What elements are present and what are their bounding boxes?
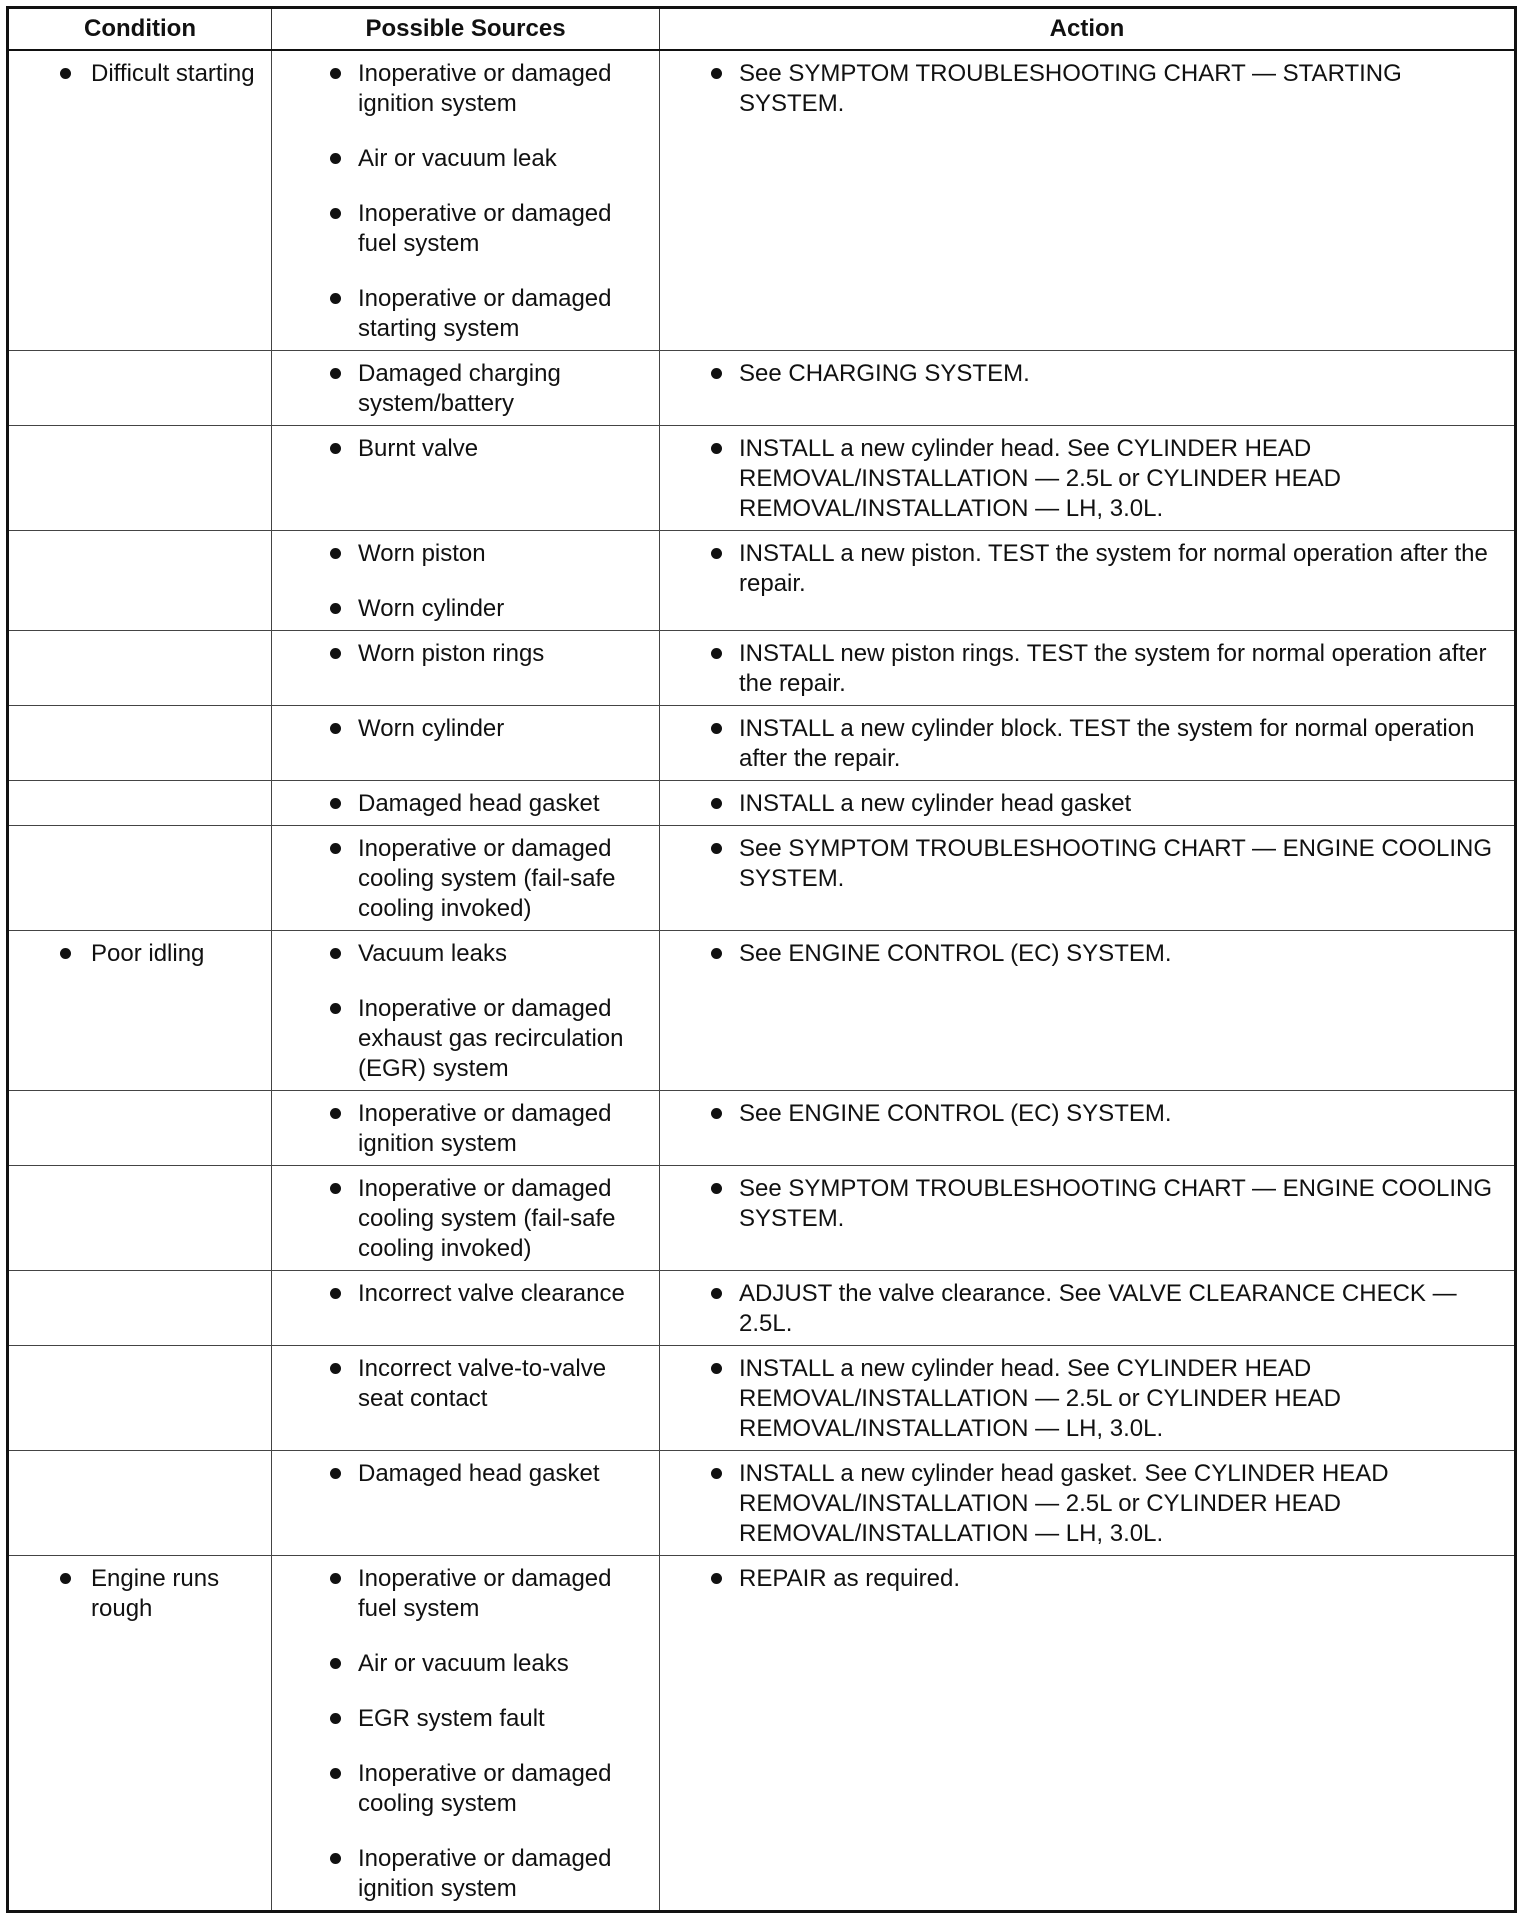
bullet-icon	[330, 843, 341, 854]
possible-sources-cell-list	[278, 539, 653, 624]
action-item	[666, 1099, 1508, 1129]
action-cell	[660, 706, 1516, 781]
bullet-icon	[60, 68, 71, 79]
source-item-text: Inoperative or damaged cooling system (fail-safe cooling invoked)	[358, 1175, 616, 1262]
possible-sources-cell-list	[278, 939, 653, 1084]
bullet-icon	[330, 1108, 341, 1119]
bullet-icon	[330, 798, 341, 809]
table-row	[8, 50, 1516, 351]
source-item-text: Air or vacuum leak	[358, 145, 557, 172]
condition-item	[15, 1564, 265, 1624]
bullet-icon	[60, 948, 71, 959]
bullet-icon	[330, 603, 341, 614]
action-cell-list	[666, 789, 1508, 819]
possible-sources-cell	[272, 1271, 660, 1346]
bullet-icon	[330, 1288, 341, 1299]
source-item-text: Inoperative or damaged fuel system	[358, 200, 612, 257]
condition-cell-list	[15, 1564, 265, 1624]
bullet-icon	[330, 368, 341, 379]
table-row	[8, 781, 1516, 826]
bullet-icon	[330, 208, 341, 219]
condition-cell	[8, 706, 272, 781]
table-row	[8, 426, 1516, 531]
possible-sources-cell	[272, 931, 660, 1091]
action-cell-list	[666, 59, 1508, 119]
source-item-text: Damaged head gasket	[358, 1460, 600, 1487]
source-item	[278, 1759, 653, 1819]
table-row	[8, 1346, 1516, 1451]
action-item-text: INSTALL a new cylinder block. TEST the system for normal operation after the repair.	[739, 715, 1475, 772]
source-item	[278, 59, 653, 119]
source-item	[278, 1704, 653, 1734]
bullet-icon	[330, 648, 341, 659]
condition-cell	[8, 631, 272, 706]
bullet-icon	[711, 1468, 722, 1479]
possible-sources-cell	[272, 1166, 660, 1271]
possible-sources-cell-list	[278, 1459, 653, 1489]
source-item	[278, 714, 653, 744]
possible-sources-cell	[272, 1346, 660, 1451]
action-item	[666, 834, 1508, 894]
source-item-text: Vacuum leaks	[358, 940, 507, 967]
possible-sources-cell	[272, 706, 660, 781]
bullet-icon	[330, 1003, 341, 1014]
condition-column-header: Condition	[8, 8, 272, 51]
bullet-icon	[330, 948, 341, 959]
source-item	[278, 199, 653, 259]
bullet-icon	[711, 68, 722, 79]
action-item-text: ADJUST the valve clearance. See VALVE CLEARANCE CHECK — 2.5L.	[739, 1280, 1457, 1337]
action-cell	[660, 1271, 1516, 1346]
action-cell	[660, 1166, 1516, 1271]
source-item	[278, 1279, 653, 1309]
possible-sources-cell-list	[278, 1174, 653, 1264]
action-cell	[660, 1556, 1516, 1912]
action-item-text: INSTALL a new cylinder head gasket. See CYLINDER HEAD REMOVAL/INSTALLATION — 2.5L or CYLINDER HEAD REMOVAL/INSTALLATION — LH, 3.0L.	[739, 1460, 1389, 1547]
possible-sources-cell	[272, 1091, 660, 1166]
possible-sources-cell	[272, 631, 660, 706]
action-cell	[660, 631, 1516, 706]
bullet-icon	[711, 1573, 722, 1584]
action-item	[666, 789, 1508, 819]
condition-cell	[8, 1346, 272, 1451]
source-item	[278, 594, 653, 624]
bullet-icon	[330, 1658, 341, 1669]
action-cell-list	[666, 1174, 1508, 1234]
table-row	[8, 1451, 1516, 1556]
table-row	[8, 1271, 1516, 1346]
possible-sources-cell	[272, 351, 660, 426]
source-item-text: Worn piston rings	[358, 640, 545, 667]
source-item	[278, 1649, 653, 1679]
action-cell	[660, 426, 1516, 531]
condition-cell	[8, 931, 272, 1091]
source-item	[278, 1459, 653, 1489]
bullet-icon	[711, 948, 722, 959]
bullet-icon	[330, 1853, 341, 1864]
action-cell-list	[666, 1564, 1508, 1594]
action-item	[666, 359, 1508, 389]
action-item	[666, 539, 1508, 599]
bullet-icon	[711, 443, 722, 454]
action-cell	[660, 351, 1516, 426]
bullet-icon	[330, 443, 341, 454]
condition-cell-list	[15, 939, 265, 969]
source-item-text: EGR system fault	[358, 1705, 545, 1732]
bullet-icon	[711, 723, 722, 734]
source-item	[278, 539, 653, 569]
condition-item-text: Difficult starting	[91, 60, 255, 87]
table-row	[8, 706, 1516, 781]
action-item	[666, 1564, 1508, 1594]
possible-sources-column-header: Possible Sources	[272, 8, 660, 51]
source-item-text: Inoperative or damaged cooling system	[358, 1760, 612, 1817]
action-item-text: REPAIR as required.	[739, 1565, 960, 1592]
condition-cell	[8, 1556, 272, 1912]
source-item	[278, 284, 653, 344]
bullet-icon	[711, 1288, 722, 1299]
source-item-text: Burnt valve	[358, 435, 479, 462]
troubleshooting-chart-sheet	[6, 6, 1514, 1913]
condition-item-text: Engine runs rough	[91, 1565, 220, 1622]
action-column-header: Action	[660, 8, 1516, 51]
condition-cell	[8, 1271, 272, 1346]
possible-sources-cell	[272, 781, 660, 826]
action-cell	[660, 531, 1516, 631]
bullet-icon	[711, 548, 722, 559]
source-item	[278, 1354, 653, 1414]
source-item-text: Inoperative or damaged ignition system	[358, 60, 612, 117]
action-item	[666, 1279, 1508, 1339]
condition-cell-list	[15, 59, 265, 89]
condition-item	[15, 939, 265, 969]
action-cell-list	[666, 1459, 1508, 1549]
bullet-icon	[330, 1468, 341, 1479]
action-item	[666, 1459, 1508, 1549]
bullet-icon	[711, 1363, 722, 1374]
possible-sources-cell	[272, 50, 660, 351]
possible-sources-cell-list	[278, 1279, 653, 1309]
table-body	[8, 50, 1516, 1912]
action-item-text: See ENGINE CONTROL (EC) SYSTEM.	[739, 1100, 1172, 1127]
source-item	[278, 1844, 653, 1904]
bullet-icon	[330, 548, 341, 559]
source-item-text: Inoperative or damaged starting system	[358, 285, 612, 342]
bullet-icon	[330, 1363, 341, 1374]
possible-sources-cell-list	[278, 59, 653, 344]
source-item-text: Inoperative or damaged cooling system (fail-safe cooling invoked)	[358, 835, 616, 922]
bullet-icon	[330, 723, 341, 734]
source-item-text: Damaged head gasket	[358, 790, 600, 817]
bullet-icon	[711, 1183, 722, 1194]
condition-cell	[8, 826, 272, 931]
source-item-text: Incorrect valve clearance	[358, 1280, 625, 1307]
bullet-icon	[711, 1108, 722, 1119]
action-item-text: See SYMPTOM TROUBLESHOOTING CHART — ENGINE COOLING SYSTEM.	[739, 835, 1493, 892]
condition-cell	[8, 351, 272, 426]
action-cell-list	[666, 539, 1508, 599]
action-item	[666, 1174, 1508, 1234]
action-item	[666, 939, 1508, 969]
possible-sources-cell-list	[278, 714, 653, 744]
action-item-text: INSTALL a new piston. TEST the system for normal operation after the repair.	[739, 540, 1488, 597]
source-item-text: Damaged charging system/battery	[358, 360, 561, 417]
possible-sources-cell-list	[278, 1099, 653, 1159]
bullet-icon	[330, 1713, 341, 1724]
action-cell-list	[666, 834, 1508, 894]
possible-sources-cell-list	[278, 639, 653, 669]
bullet-icon	[330, 293, 341, 304]
source-item	[278, 1174, 653, 1264]
condition-cell	[8, 781, 272, 826]
source-item-text: Worn piston	[358, 540, 486, 567]
action-item	[666, 434, 1508, 524]
source-item-text: Inoperative or damaged fuel system	[358, 1565, 612, 1622]
bullet-icon	[60, 1573, 71, 1584]
condition-cell	[8, 1166, 272, 1271]
bullet-icon	[711, 798, 722, 809]
source-item	[278, 1564, 653, 1624]
bullet-icon	[330, 1768, 341, 1779]
action-cell-list	[666, 1099, 1508, 1129]
action-cell-list	[666, 714, 1508, 774]
action-item-text: INSTALL a new cylinder head. See CYLINDER HEAD REMOVAL/INSTALLATION — 2.5L or CYLINDER HEAD REMOVAL/INSTALLATION — LH, 3.0L.	[739, 1355, 1341, 1442]
action-cell-list	[666, 434, 1508, 524]
bullet-icon	[711, 648, 722, 659]
action-item-text: See ENGINE CONTROL (EC) SYSTEM.	[739, 940, 1172, 967]
table-row	[8, 826, 1516, 931]
bullet-icon	[330, 153, 341, 164]
bullet-icon	[711, 368, 722, 379]
possible-sources-cell	[272, 426, 660, 531]
source-item	[278, 834, 653, 924]
action-item-text: See CHARGING SYSTEM.	[739, 360, 1030, 387]
bullet-icon	[330, 1183, 341, 1194]
source-item	[278, 144, 653, 174]
possible-sources-cell-list	[278, 789, 653, 819]
action-cell	[660, 50, 1516, 351]
possible-sources-cell	[272, 826, 660, 931]
action-item	[666, 639, 1508, 699]
table-row	[8, 1091, 1516, 1166]
bullet-icon	[330, 1573, 341, 1584]
source-item-text: Air or vacuum leaks	[358, 1650, 569, 1677]
action-item	[666, 59, 1508, 119]
table-header-row	[8, 8, 1516, 51]
condition-item-text: Poor idling	[91, 940, 205, 967]
action-cell	[660, 826, 1516, 931]
action-cell-list	[666, 1354, 1508, 1444]
action-item-text: INSTALL a new cylinder head. See CYLINDER HEAD REMOVAL/INSTALLATION — 2.5L or CYLINDER HEAD REMOVAL/INSTALLATION — LH, 3.0L.	[739, 435, 1341, 522]
source-item	[278, 434, 653, 464]
action-item-text: INSTALL a new cylinder head gasket	[739, 790, 1132, 817]
action-cell	[660, 1091, 1516, 1166]
possible-sources-cell-list	[278, 359, 653, 419]
condition-cell	[8, 1451, 272, 1556]
table-row	[8, 1166, 1516, 1271]
condition-cell	[8, 50, 272, 351]
possible-sources-cell-list	[278, 434, 653, 464]
condition-cell	[8, 531, 272, 631]
source-item-text: Worn cylinder	[358, 715, 505, 742]
source-item	[278, 789, 653, 819]
possible-sources-cell	[272, 1556, 660, 1912]
table-row	[8, 631, 1516, 706]
source-item	[278, 1099, 653, 1159]
table-row	[8, 531, 1516, 631]
action-item-text: See SYMPTOM TROUBLESHOOTING CHART — ENGINE COOLING SYSTEM.	[739, 1175, 1493, 1232]
action-cell-list	[666, 639, 1508, 699]
source-item	[278, 359, 653, 419]
source-item	[278, 639, 653, 669]
table-row	[8, 931, 1516, 1091]
action-item-text: See SYMPTOM TROUBLESHOOTING CHART — STARTING SYSTEM.	[739, 60, 1402, 117]
source-item	[278, 994, 653, 1084]
source-item	[278, 939, 653, 969]
condition-cell	[8, 426, 272, 531]
bullet-icon	[711, 843, 722, 854]
possible-sources-cell-list	[278, 834, 653, 924]
action-cell-list	[666, 939, 1508, 969]
source-item-text: Inoperative or damaged ignition system	[358, 1845, 612, 1902]
table-row	[8, 1556, 1516, 1912]
possible-sources-cell-list	[278, 1354, 653, 1414]
source-item-text: Incorrect valve-to-valve seat contact	[358, 1355, 607, 1412]
action-item	[666, 714, 1508, 774]
possible-sources-cell	[272, 531, 660, 631]
action-cell	[660, 931, 1516, 1091]
action-cell	[660, 1346, 1516, 1451]
symptom-troubleshooting-table	[6, 6, 1517, 1913]
possible-sources-cell-list	[278, 1564, 653, 1904]
action-item-text: INSTALL new piston rings. TEST the system for normal operation after the repair.	[739, 640, 1487, 697]
action-item	[666, 1354, 1508, 1444]
action-cell-list	[666, 359, 1508, 389]
condition-cell	[8, 1091, 272, 1166]
source-item-text: Inoperative or damaged exhaust gas recirculation (EGR) system	[358, 995, 624, 1082]
source-item-text: Worn cylinder	[358, 595, 505, 622]
action-cell-list	[666, 1279, 1508, 1339]
condition-item	[15, 59, 265, 89]
source-item-text: Inoperative or damaged ignition system	[358, 1100, 612, 1157]
action-cell	[660, 781, 1516, 826]
table-row	[8, 351, 1516, 426]
action-cell	[660, 1451, 1516, 1556]
bullet-icon	[330, 68, 341, 79]
possible-sources-cell	[272, 1451, 660, 1556]
